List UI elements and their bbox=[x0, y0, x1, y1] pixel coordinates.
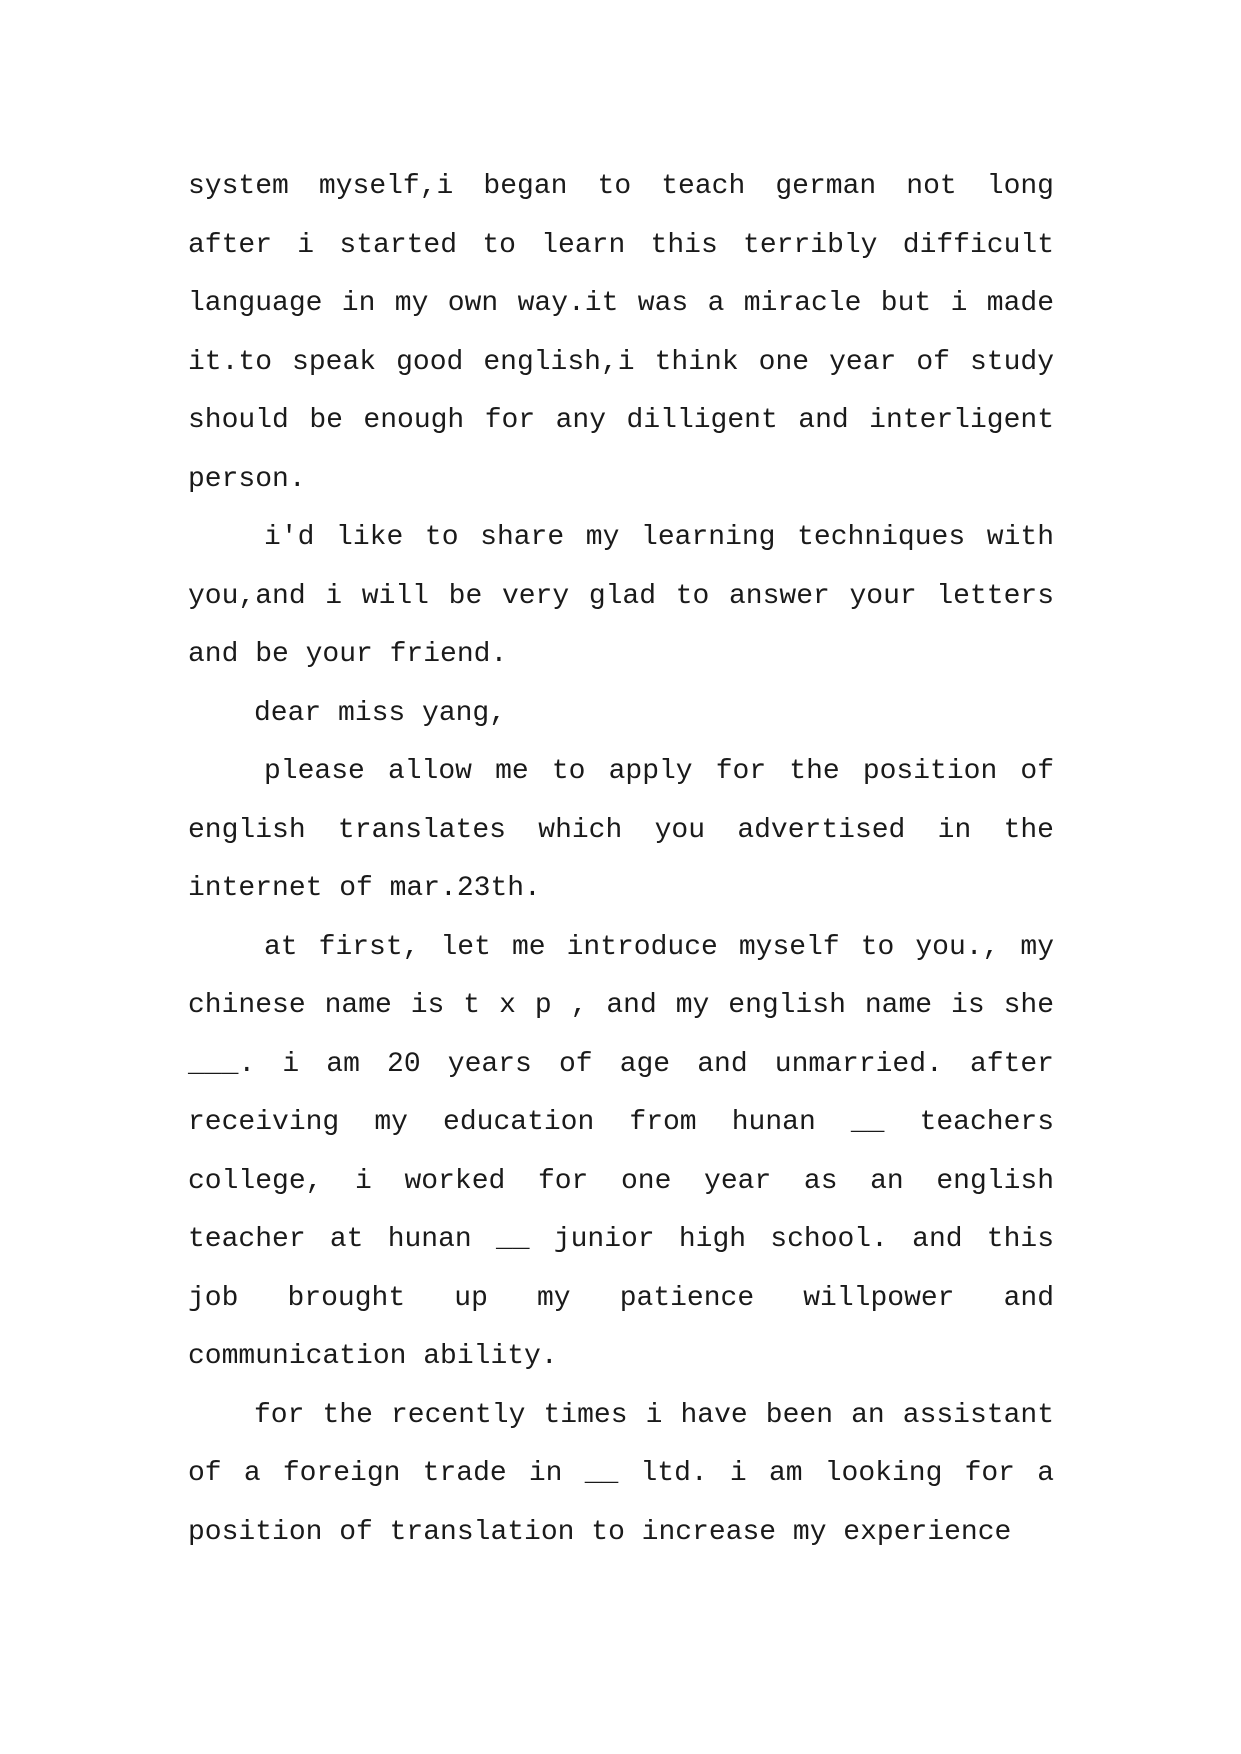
paragraph-continued: system myself,i began to teach german not long after i started to learn this terribly difficult language in my own way.it was a miracle but i made it.to speak good english,i think one year of study should be enough for any dilligent and interligent person. bbox=[188, 171, 1054, 495]
document-body bbox=[188, 158, 1054, 1562]
paragraph-learning-techniques: i'd like to share my learning techniques with you,and i will be very glad to answer your letters and be your friend. bbox=[188, 522, 1054, 670]
letter-salutation: dear miss yang, bbox=[254, 697, 507, 729]
paragraph-application: please allow me to apply for the position of english translates which you advertised in the internet of mar.23th. bbox=[188, 756, 1054, 904]
paragraph-introduction: at first, let me introduce myself to you., my chinese name is t x p , and my english name is she ___. i am 20 years of age and unmarried. after receiving my education from hunan __ teachers college, i worked for one year as an english teacher at hunan __ junior high school. and this job brought up my patience willpower and communication ability. bbox=[188, 931, 1054, 1372]
paragraph-current-position: for the recently times i have been an assistant of a foreign trade in __ ltd. i am looking for a position of translation to increase my experience bbox=[188, 1399, 1054, 1548]
